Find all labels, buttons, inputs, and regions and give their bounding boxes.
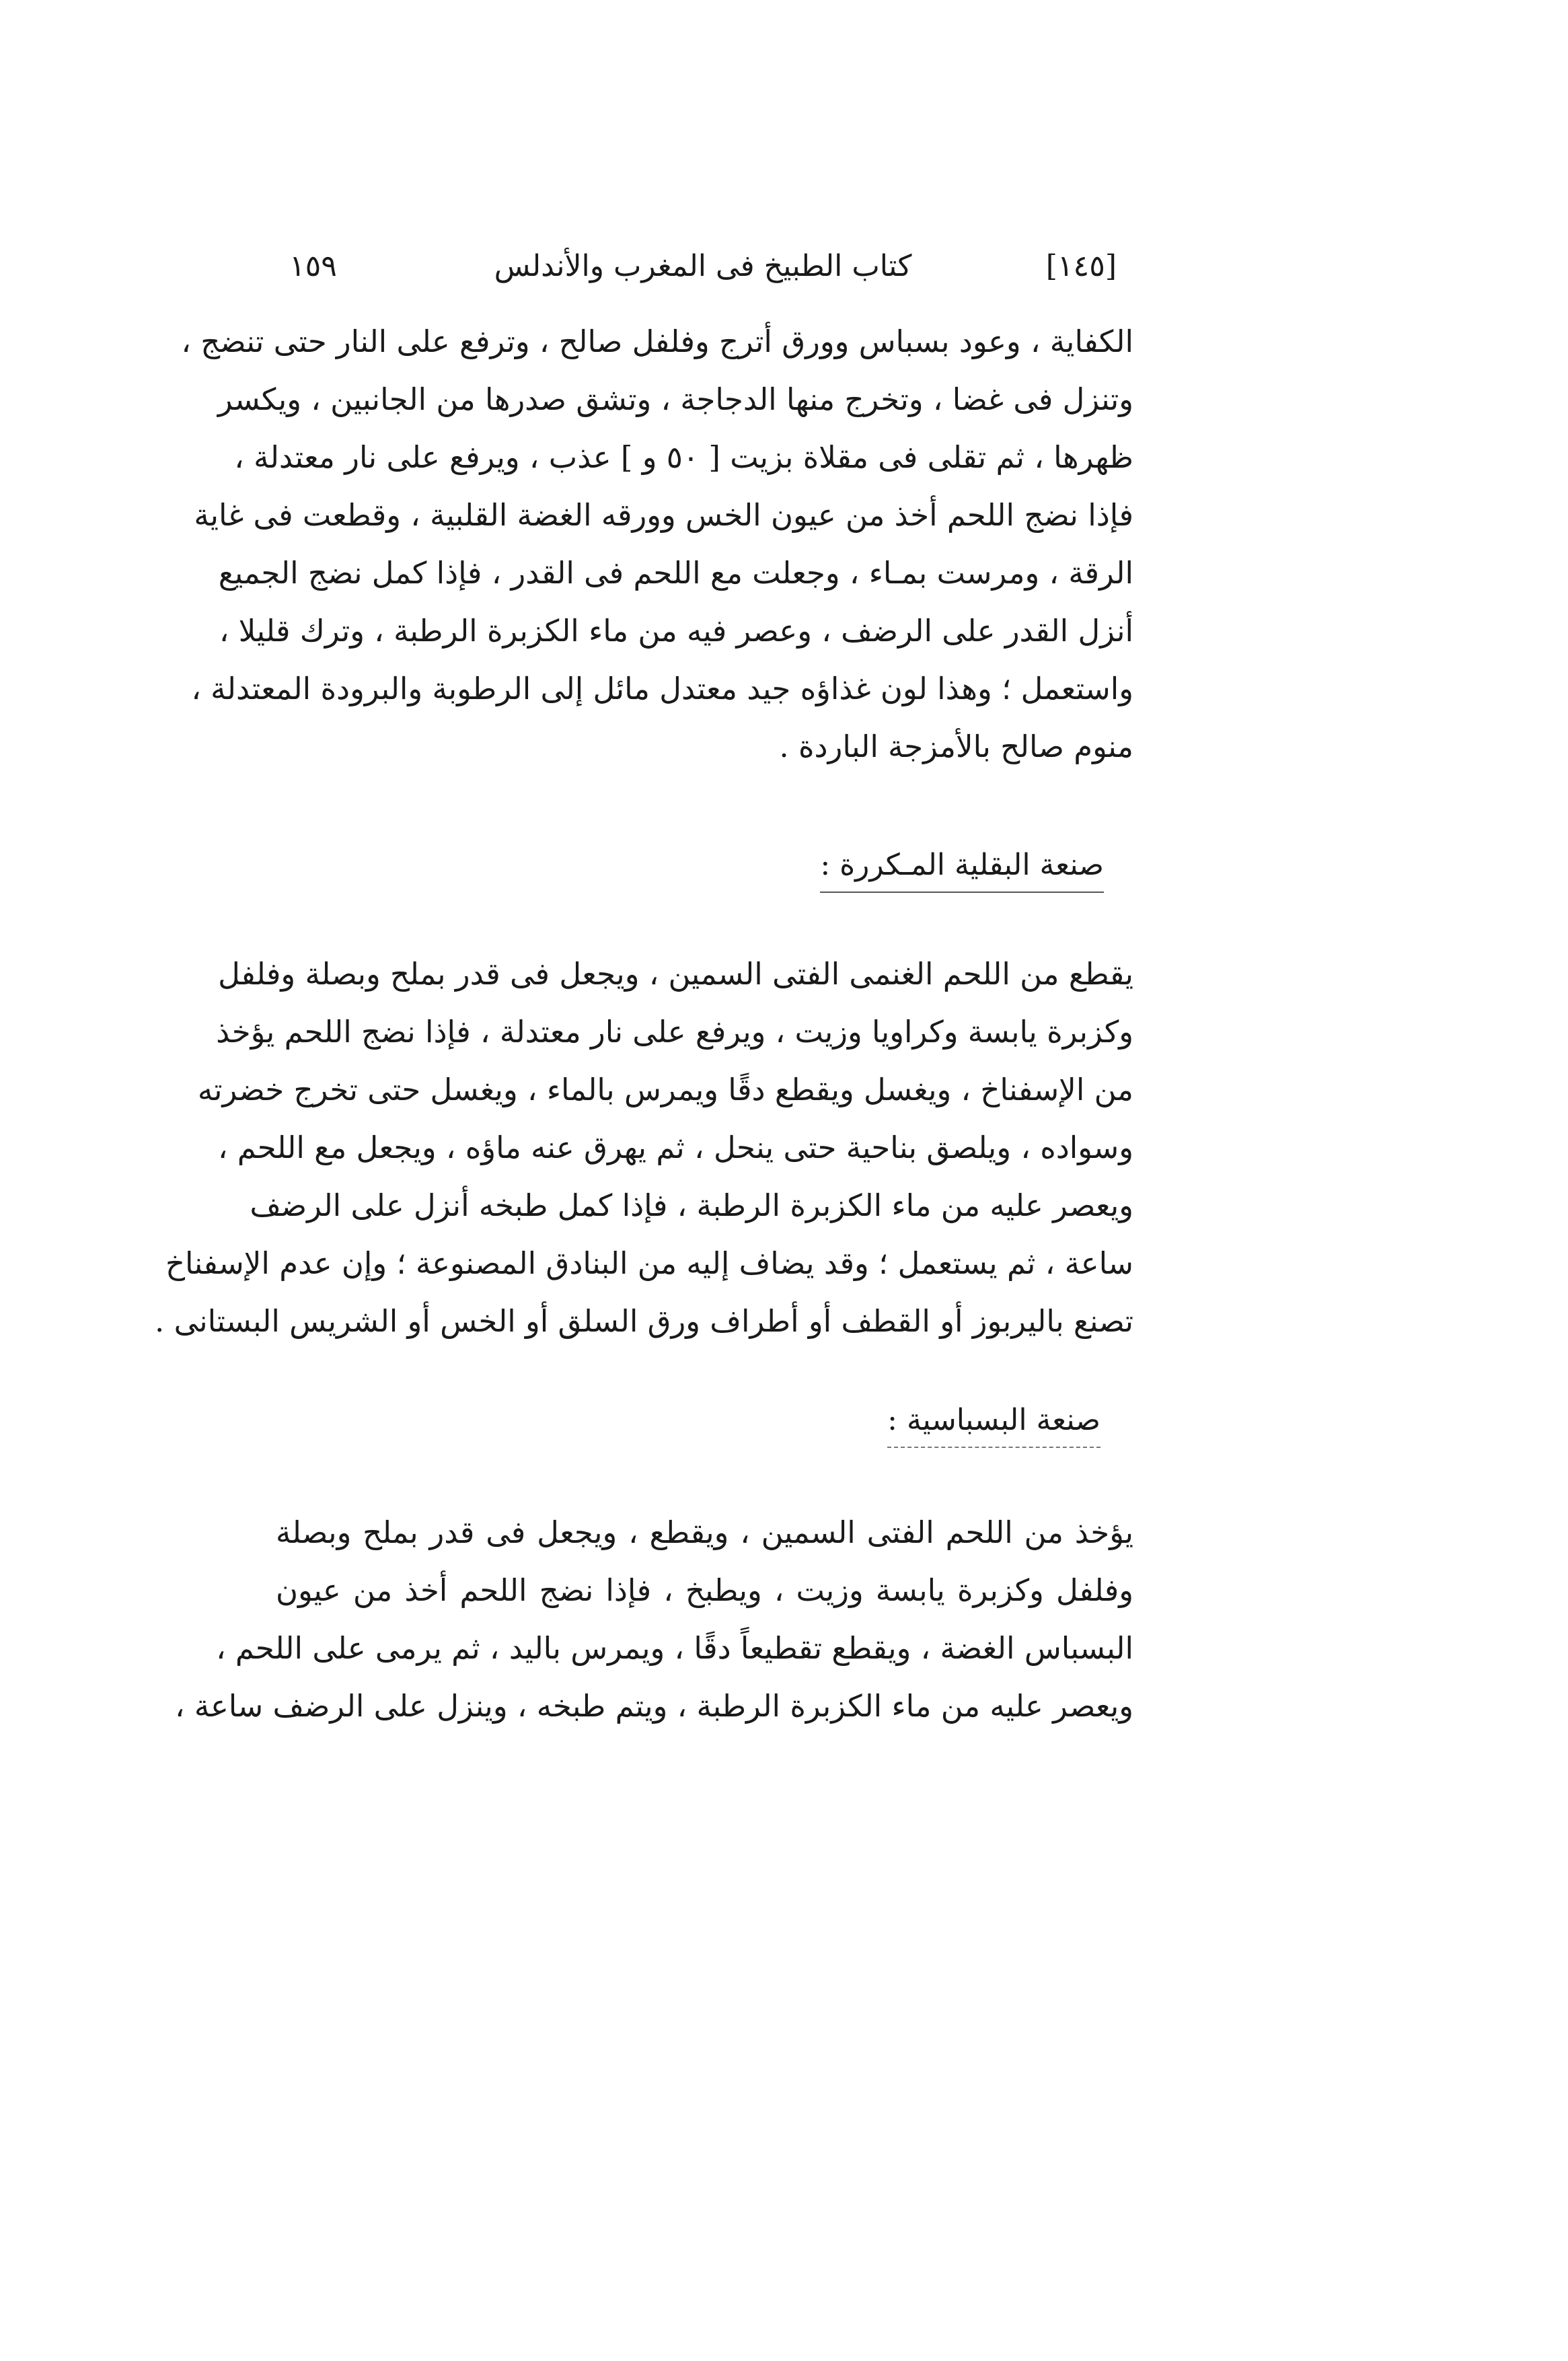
- text-line: البسباس الغضة ، ويقطع تقطيعاً دقًا ، ويمرس باليد ، ثم يرمى على اللحم ،: [216, 1630, 1133, 1666]
- text-line: ويعصر عليه من ماء الكزبرة الرطبة ، ويتم طبخه ، وينزل على الرضف ساعة ،: [174, 1688, 1133, 1724]
- text-line: فإذا نضج اللحم أخذ من عيون الخس وورقه الغضة القلبية ، وقطعت فى غاية: [194, 497, 1133, 533]
- section-heading: [820, 848, 1104, 893]
- running-title: كتاب الطبيخ فى المغرب والأندلس: [494, 249, 912, 283]
- text-line: واستعمل ؛ وهذا لون غذاؤه جيد معتدل مائل إلى الرطوبة والبرودة المعتدلة ،: [191, 671, 1133, 706]
- paragraph-2: [154, 945, 1133, 1350]
- text-line: الكفاية ، وعود بسباس وورق أترج وفلفل صالح ، وترفع على النار حتى تنضج ،: [181, 324, 1133, 359]
- text-line: يؤخذ من اللحم الفتى السمين ، ويقطع ، ويجعل فى قدر بملح وبصلة: [276, 1515, 1133, 1550]
- text-line: ظهرها ، ثم تقلى فى مقلاة بزيت [ ٥٠ و ] عذب ، ويرفع على نار معتدلة ،: [234, 439, 1133, 475]
- page-number: ١٥٩: [289, 249, 337, 283]
- section-heading: [887, 1403, 1100, 1448]
- text-line: وسواده ، ويلصق بناحية حتى ينحل ، ثم يهرق عنه ماؤه ، ويجعل مع اللحم ،: [217, 1130, 1133, 1165]
- text-line: وتنزل فى غضا ، وتخرج منها الدجاجة ، وتشق صدرها من الجانبين ، ويكسر: [217, 382, 1133, 417]
- running-header: [276, 249, 1130, 296]
- text-line: يقطع من اللحم الغنمى الفتى السمين ، ويجعل فى قدر بملح وبصلة وفلفل: [218, 956, 1133, 992]
- section-number: [١٤٥]: [1045, 249, 1117, 283]
- text-line: أنزل القدر على الرضف ، وعصر فيه من ماء الكزبرة الرطبة ، وترك قليلا ،: [219, 613, 1133, 649]
- text-line: منوم صالح بالأمزجة الباردة .: [779, 729, 1133, 764]
- text-line: تصنع باليربوز أو القطف أو أطراف ورق السلق أو الخس أو الشريس البستانى .: [154, 1303, 1133, 1339]
- text-line: من الإسفناخ ، ويغسل ويقطع دقًا ويمرس بالماء ، ويغسل حتى تخرج خضرته: [197, 1072, 1133, 1107]
- paragraph-1: [181, 313, 1133, 776]
- text-line: وكزبرة يابسة وكراويا وزيت ، ويرفع على نار معتدلة ، فإذا نضج اللحم يؤخذ: [216, 1014, 1133, 1050]
- section-heading-text: صنعة البسباسية :: [887, 1403, 1100, 1448]
- text-line: وفلفل وكزبرة يابسة وزيت ، ويطبخ ، فإذا نضج اللحم أخذ من عيون: [276, 1572, 1133, 1608]
- section-heading-text: صنعة البقلية المـكررة :: [820, 848, 1104, 893]
- paragraph-3: [174, 1504, 1133, 1735]
- text-line: ساعة ، ثم يستعمل ؛ وقد يضاف إليه من البنادق المصنوعة ؛ وإن عدم الإسفناخ: [165, 1245, 1133, 1281]
- text-line: ويعصر عليه من ماء الكزبرة الرطبة ، فإذا كمل طبخه أنزل على الرضف: [250, 1188, 1133, 1223]
- text-line: الرقة ، ومرست بمـاء ، وجعلت مع اللحم فى القدر ، فإذا كمل نضج الجميع: [218, 555, 1133, 591]
